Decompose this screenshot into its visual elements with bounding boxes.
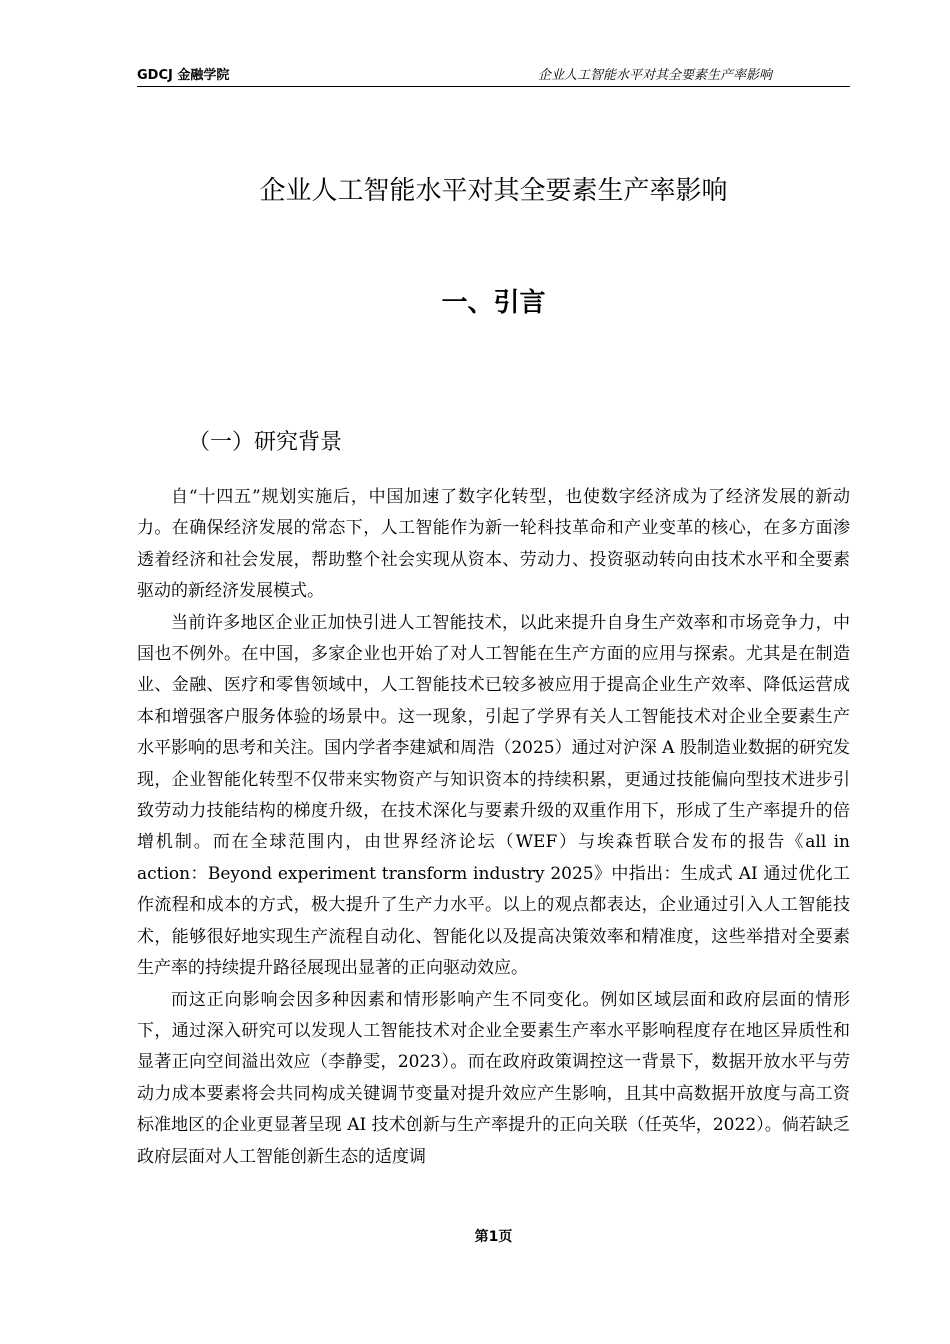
paragraph: 自“十四五”规划实施后，中国加速了数字化转型，也使数字经济成为了经济发展的新动力。在确保经济发展的常态下，人工智能作为新一轮科技革命和产业变革的核心，在多方面渗透着经济和社会发展，帮助整个社会实现从资本、劳动力、投资驱动转向由技术水平和全要素驱动的新经济发展模式。 [137, 487, 850, 602]
paragraph: 而这正向影响会因多种因素和情形影响产生不同变化。例如区域层面和政府层面的情形下，通过深入研究可以发现人工智能技术对企业全要素生产率水平影响程度存在地区异质性和显著正向空间溢出效应（李静雯，2023）。而在政府政策调控这一背景下，数据开放水平与劳动力成本要素将会共同构成关键调节变量对提升效应产生影响，且其中高数据开放度与高工资标准地区的企业更显著呈现 AI 技术创新与生产率提升的正向关联（任英华，2022）。倘若缺乏政府层面对人工智能创新生态的适度调 [137, 989, 850, 1167]
header-left-text: GDCJ 金融学院 [137, 68, 230, 83]
header-divider [137, 86, 850, 87]
subsection-heading: （一）研究背景 [188, 430, 343, 455]
document-title: 企业人工智能水平对其全要素生产率影响 [259, 176, 728, 206]
section-heading: 一、引言 [441, 288, 546, 318]
header-right-text: 企业人工智能水平对其全要素生产率影响 [537, 68, 772, 83]
paragraph: 当前许多地区企业正加快引进人工智能技术，以此来提升自身生产效率和市场竞争力，中国也不例外。在中国，多家企业也开始了对人工智能在生产方面的应用与探索。尤其是在制造业、金融、医疗和零售领域中，人工智能技术已较多被应用于提高企业生产效率、降低运营成本和增强客户服务体验的场景中。这一现象，引起了学界有关人工智能技术对企业全要素生产水平影响的思考和关注。国内学者李建斌和周浩（2025）通过对沪深 A 股制造业数据的研究发现，企业智能化转型不仅带来实物资产与知识资本的持续积累，更通过技能偏向型技术进步引致劳动力技能结构的梯度升级，在技术深化与要素升级的双重作用下，形成了生产率提升的倍增机制。而在全球范围内，由世界经济论坛（WEF）与埃森哲联合发布的报告《all in action：Beyond experiment transform industry 2025》中指出：生成式 AI 通过优化工作流程和成本的方式，极大提升了生产力水平。以上的观点都表达，企业通过引入人工智能技术，能够很好地实现生产流程自动化、智能化以及提高决策效率和精准度，这些举措对全要素生产率的持续提升路径展现出显著的正向驱动效应。 [137, 612, 850, 979]
page-number: 第1页 [474, 1229, 513, 1245]
body-text [137, 482, 850, 1173]
